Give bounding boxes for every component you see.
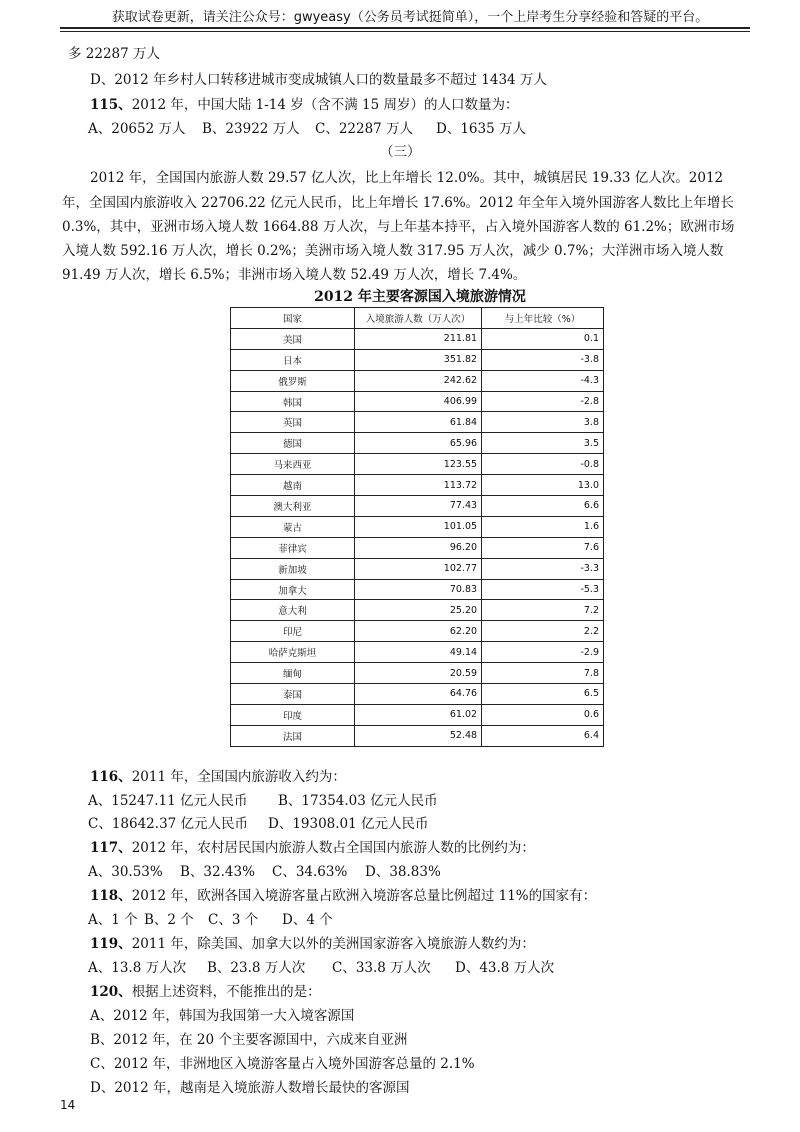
cell-country: 印度 (231, 704, 355, 725)
question-number: 116、 (90, 769, 132, 785)
cell-visitors: 64.76 (354, 684, 481, 705)
tourism-table (230, 307, 604, 747)
passage-line-2: 年，全国国内旅游收入 22706.22 亿元人民币，比上年增长 17.6%。2012 年全年入境外国游客人数比上年增长 (62, 195, 734, 211)
header-rule-thin (60, 31, 750, 32)
table-row (231, 433, 604, 454)
cell-visitors: 61.02 (354, 704, 481, 725)
cell-change: -3.3 (482, 558, 604, 579)
cell-country: 菲律宾 (231, 537, 355, 558)
option-d: D、4 个 (282, 912, 333, 928)
option-c: C、34.63% (272, 864, 348, 880)
cell-change: 1.6 (482, 516, 604, 537)
table-row (231, 496, 604, 517)
option-a: A、13.8 万人次 (88, 960, 187, 976)
option-b: B、23.8 万人次 (207, 960, 306, 976)
question-number: 119、 (90, 936, 132, 952)
cell-country: 日本 (231, 349, 355, 370)
option-d: D、38.83% (365, 864, 441, 880)
cell-country: 韩国 (231, 391, 355, 412)
cell-visitors: 20.59 (354, 663, 481, 684)
cell-change: 7.6 (482, 537, 604, 558)
cell-visitors: 77.43 (354, 496, 481, 517)
cell-country: 越南 (231, 475, 355, 496)
option-c: C、33.8 万人次 (332, 960, 431, 976)
cell-change: 6.6 (482, 496, 604, 517)
cell-visitors: 65.96 (354, 433, 481, 454)
question-120-option-a: A、2012 年，韩国为我国第一大入境客源国 (90, 1008, 355, 1024)
option-c: C、22287 万人 (315, 121, 414, 137)
cell-visitors: 49.14 (354, 642, 481, 663)
question-text: 2012 年，中国大陆 1-14 岁（含不满 15 周岁）的人口数量为： (131, 97, 519, 113)
top-line-1: 多 22287 万人 (68, 46, 161, 62)
cell-visitors: 62.20 (354, 621, 481, 642)
question-115-options (88, 117, 526, 137)
question-120-option-c: C、2012 年，非洲地区入境游客量占入境外国游客总量的 2.1% (90, 1056, 475, 1072)
cell-change: 3.5 (482, 433, 604, 454)
option-c: C、18642.37 亿元人民币 (88, 816, 249, 832)
cell-country: 加拿大 (231, 579, 355, 600)
passage-line-3: 0.3%，其中，亚洲市场入境人数 1664.88 万人次，与上年基本持平，占入境外国游客人数的 61.2%；欧洲市场 (62, 219, 735, 235)
cell-visitors: 406.99 (354, 391, 481, 412)
cell-country: 美国 (231, 328, 355, 349)
cell-change: 0.1 (482, 328, 604, 349)
question-117-options (88, 860, 441, 880)
cell-change: 7.8 (482, 663, 604, 684)
table-row (231, 349, 604, 370)
table-row (231, 642, 604, 663)
question-number: 120、 (90, 984, 132, 1000)
question-text: 根据上述资料，不能推出的是： (131, 984, 321, 1000)
cell-country: 哈萨克斯坦 (231, 642, 355, 663)
question-119-options (88, 956, 554, 976)
option-a: A、30.53% (88, 864, 163, 880)
cell-change: 13.0 (482, 475, 604, 496)
option-b: B、32.43% (180, 864, 255, 880)
cell-country: 英国 (231, 412, 355, 433)
cell-change: -4.3 (482, 370, 604, 391)
cell-visitors: 102.77 (354, 558, 481, 579)
cell-change: 3.8 (482, 412, 604, 433)
table-row (231, 475, 604, 496)
question-117 (90, 836, 535, 856)
cell-visitors: 211.81 (354, 328, 481, 349)
option-b: B、17354.03 亿元人民币 (278, 793, 438, 809)
question-118-options (88, 908, 333, 928)
header-change: 与上年比较（%） (482, 308, 604, 329)
option-c: C、3 个 (208, 912, 259, 928)
table-row (231, 537, 604, 558)
cell-country: 俄罗斯 (231, 370, 355, 391)
cell-visitors: 52.48 (354, 725, 481, 746)
cell-visitors: 70.83 (354, 579, 481, 600)
question-120 (90, 980, 321, 1000)
option-b: B、2 个 (144, 912, 194, 928)
cell-country: 德国 (231, 433, 355, 454)
table-row (231, 621, 604, 642)
table-row (231, 684, 604, 705)
question-116 (90, 765, 346, 785)
cell-visitors: 61.84 (354, 412, 481, 433)
question-number: 117、 (90, 840, 132, 856)
table-row (231, 558, 604, 579)
page-number: 14 (60, 1098, 76, 1112)
cell-country: 意大利 (231, 600, 355, 621)
cell-country: 马来西亚 (231, 454, 355, 475)
table-row (231, 454, 604, 475)
cell-visitors: 123.55 (354, 454, 481, 475)
table-row (231, 725, 604, 746)
cell-country: 印尼 (231, 621, 355, 642)
cell-country: 新加坡 (231, 558, 355, 579)
cell-change: -0.8 (482, 454, 604, 475)
cell-country: 蒙古 (231, 516, 355, 537)
cell-visitors: 96.20 (354, 537, 481, 558)
table-row (231, 412, 604, 433)
question-116-options-1 (88, 789, 438, 809)
question-number: 115、 (90, 97, 132, 113)
option-b: B、23922 万人 (202, 121, 300, 137)
question-text: 2012 年，农村居民国内旅游人数占全国国内旅游人数的比例约为： (131, 840, 535, 856)
option-a: A、15247.11 亿元人民币 (88, 793, 248, 809)
cell-change: 6.4 (482, 725, 604, 746)
question-115 (90, 93, 519, 113)
table-row (231, 391, 604, 412)
cell-country: 泰国 (231, 684, 355, 705)
question-text: 2011 年，全国国内旅游收入约为： (131, 769, 346, 785)
cell-visitors: 101.05 (354, 516, 481, 537)
header-country: 国家 (231, 308, 355, 329)
cell-country: 澳大利亚 (231, 496, 355, 517)
cell-visitors: 113.72 (354, 475, 481, 496)
option-d: D、1635 万人 (436, 121, 526, 137)
question-text: 2011 年，除美国、加拿大以外的美洲国家游客入境旅游人数约为： (131, 936, 535, 952)
cell-change: 2.2 (482, 621, 604, 642)
cell-change: 6.5 (482, 684, 604, 705)
table-header-row (231, 308, 604, 329)
table-row (231, 328, 604, 349)
cell-change: -5.3 (482, 579, 604, 600)
section-heading: （三） (380, 144, 421, 160)
cell-change: -3.8 (482, 349, 604, 370)
cell-visitors: 242.62 (354, 370, 481, 391)
cell-country: 缅甸 (231, 663, 355, 684)
cell-change: -2.8 (482, 391, 604, 412)
page-header: 获取试卷更新，请关注公众号：gwyeasy（公务员考试挺简单），一个上岸考生分享经验和答疑的平台。 (111, 10, 709, 25)
table-row (231, 704, 604, 725)
question-120-option-b: B、2012 年，在 20 个主要客源国中，六成来自亚洲 (90, 1032, 408, 1048)
question-116-options-2 (88, 812, 429, 832)
option-d: D、19308.01 亿元人民币 (268, 816, 429, 832)
option-d: D、43.8 万人次 (455, 960, 555, 976)
passage-line-4: 入境人数 592.16 万人次，增长 0.2%；美洲市场入境人数 317.95 万人次，减少 0.7%；大洋洲市场入境人数 (62, 243, 724, 259)
table-title: 2012 年主要客源国入境旅游情况 (314, 289, 526, 305)
question-number: 118、 (90, 888, 132, 904)
cell-change: -2.9 (482, 642, 604, 663)
top-line-2: D、2012 年乡村人口转移进城市变成城镇人口的数量最多不超过 1434 万人 (90, 72, 547, 88)
table-row (231, 516, 604, 537)
cell-visitors: 351.82 (354, 349, 481, 370)
passage-line-5: 91.49 万人次，增长 6.5%；非洲市场入境人数 52.49 万人次，增长 7.4%。 (62, 267, 527, 283)
table-row (231, 579, 604, 600)
option-a: A、20652 万人 (88, 121, 186, 137)
question-119 (90, 932, 535, 952)
header-visitors: 入境旅游人数（万人次） (354, 308, 481, 329)
table-row (231, 370, 604, 391)
table-row (231, 600, 604, 621)
cell-change: 7.2 (482, 600, 604, 621)
question-120-option-d: D、2012 年，越南是入境旅游人数增长最快的客源国 (90, 1080, 410, 1096)
passage-line-1: 2012 年，全国国内旅游人数 29.57 亿人次，比上年增长 12.0%。其中，城镇居民 19.33 亿人次。2012 (90, 170, 724, 186)
option-a: A、1 个 (88, 912, 138, 928)
header-rule (60, 27, 750, 29)
cell-visitors: 25.20 (354, 600, 481, 621)
cell-country: 法国 (231, 725, 355, 746)
question-text: 2012 年，欧洲各国入境游客量占欧洲入境游客总量比例超过 11%的国家有： (131, 888, 597, 904)
cell-change: 0.6 (482, 704, 604, 725)
table-row (231, 663, 604, 684)
question-118 (90, 884, 596, 904)
